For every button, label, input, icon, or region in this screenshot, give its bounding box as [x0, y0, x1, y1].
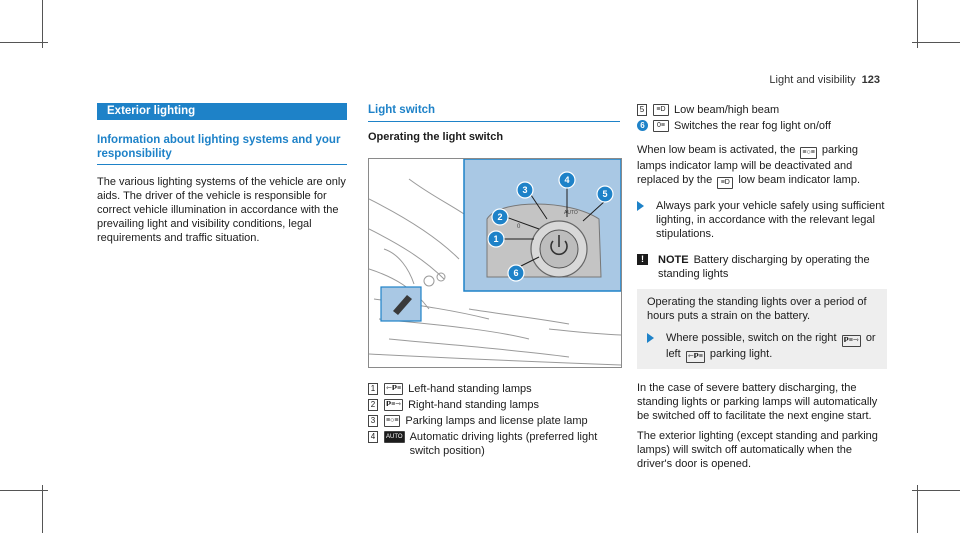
tip-text: Always park your vehicle safely using sufficient lighting, in accordance with the relevant legal stipulations.: [656, 200, 885, 240]
play-arrow-icon: [647, 333, 654, 343]
auto-light-icon: AUTO: [384, 431, 405, 443]
crop-mark: [917, 0, 918, 48]
tip-item: [647, 331, 879, 363]
left-standing-lamp-icon: ⇽𝗣≡: [384, 383, 403, 395]
switch-off-label: 0: [517, 224, 521, 230]
switch-auto-label: AUTO: [564, 210, 578, 216]
legend-text: Low beam/high beam: [674, 104, 780, 116]
crop-mark: [0, 42, 48, 43]
list-item: [368, 414, 620, 428]
parking-lamp-icon: ≡○≡: [384, 415, 400, 427]
play-arrow-icon: [637, 201, 644, 211]
rear-fog-light-icon: 0≡: [653, 120, 669, 132]
operating-subheading: Operating the light switch: [368, 131, 504, 143]
legend-text: Right-hand standing lamps: [408, 399, 539, 411]
crop-mark: [917, 485, 918, 533]
section-title: Light and visibility: [769, 74, 856, 86]
text-fragment: low beam indicator lamp.: [738, 174, 861, 186]
legend-text: Switches the rear fog light on/off: [674, 120, 831, 132]
column-light-switch: [368, 103, 620, 458]
callout-4: 4: [564, 175, 570, 185]
column-exterior-lighting: [97, 103, 347, 245]
legend-number: 2: [368, 399, 378, 411]
list-item: [368, 430, 620, 458]
low-beam-paragraph: [637, 143, 887, 189]
note-body: [637, 289, 887, 369]
crop-mark: [912, 490, 960, 491]
left-standing-lamp-icon: ⇽𝗣≡: [686, 351, 705, 363]
legend-number: 5: [637, 104, 647, 116]
door-paragraph: The exterior lighting (except standing and parking lamps) will switch off automatically when the driver's door is opened.: [637, 430, 878, 470]
crop-mark: [0, 490, 48, 491]
parking-lamp-icon: ≡○≡: [800, 147, 816, 159]
list-item: [637, 119, 887, 133]
text-fragment: When low beam is activated, the: [637, 144, 796, 156]
low-beam-icon: ≡D: [717, 177, 733, 189]
info-body: The various lighting systems of the vehicle are only aids. The driver of the vehicle is responsible for correct vehicle illumination in accordance with the prevailing light and visibility conditions, legal requirements and traffic situation.: [97, 176, 346, 244]
legend-number: 3: [368, 415, 378, 427]
text-fragment: or left: [666, 332, 876, 360]
heading-rule: [368, 121, 620, 122]
low-beam-icon: ≡D: [653, 104, 669, 116]
right-standing-lamp-icon: 𝗣≡⇾: [384, 399, 403, 411]
legend-text: Left-hand standing lamps: [408, 383, 532, 395]
legend-text: Parking lamps and license plate lamp: [405, 415, 588, 427]
list-item: [368, 382, 620, 396]
note-box: [637, 253, 887, 369]
note-header: [637, 253, 887, 281]
text-fragment: parking lamps indicator lamp will be deactivated and replaced by the: [637, 144, 858, 186]
legend-number: 1: [368, 383, 378, 395]
note-label: NOTE: [658, 254, 689, 266]
warning-icon: !: [637, 254, 648, 265]
heading-rule: [97, 164, 347, 165]
list-item: [368, 398, 620, 412]
legend-number: 4: [368, 431, 378, 443]
dashboard-illustration: [369, 159, 621, 367]
callout-1: 1: [493, 234, 499, 244]
tip-text: [666, 331, 879, 363]
text-fragment: Where possible, switch on the right: [666, 332, 837, 344]
callout-6: 6: [513, 268, 519, 278]
light-switch-heading: Light switch: [368, 104, 436, 116]
section-banner: Exterior lighting: [97, 103, 347, 120]
running-header: [769, 73, 880, 87]
callout-5: 5: [602, 189, 608, 199]
text-fragment: parking light.: [709, 348, 773, 360]
note-title: Battery discharging by operating the standing lights: [658, 254, 870, 280]
light-switch-figure: [368, 158, 622, 368]
right-standing-lamp-icon: 𝗣≡⇾: [842, 335, 861, 347]
callout-3: 3: [522, 185, 528, 195]
legend-number: 6: [637, 120, 648, 131]
info-heading: Information about lighting systems and your responsibility: [97, 134, 341, 160]
legend-list-1: [368, 382, 620, 458]
column-continued: [637, 103, 887, 471]
crop-mark: [42, 0, 43, 48]
page-number: 123: [861, 74, 880, 86]
crop-mark: [42, 485, 43, 533]
crop-mark: [912, 42, 960, 43]
list-item: [637, 103, 887, 117]
battery-paragraph: In the case of severe battery discharging, the standing lights or parking lamps will automatically be switched off to facilitate the next engine start.: [637, 382, 878, 422]
callout-2: 2: [497, 212, 503, 222]
legend-text: Automatic driving lights (preferred light switch position): [409, 431, 598, 457]
tip-item: [637, 199, 887, 241]
note-text: Operating the standing lights over a period of hours puts a strain on the battery.: [647, 296, 867, 322]
